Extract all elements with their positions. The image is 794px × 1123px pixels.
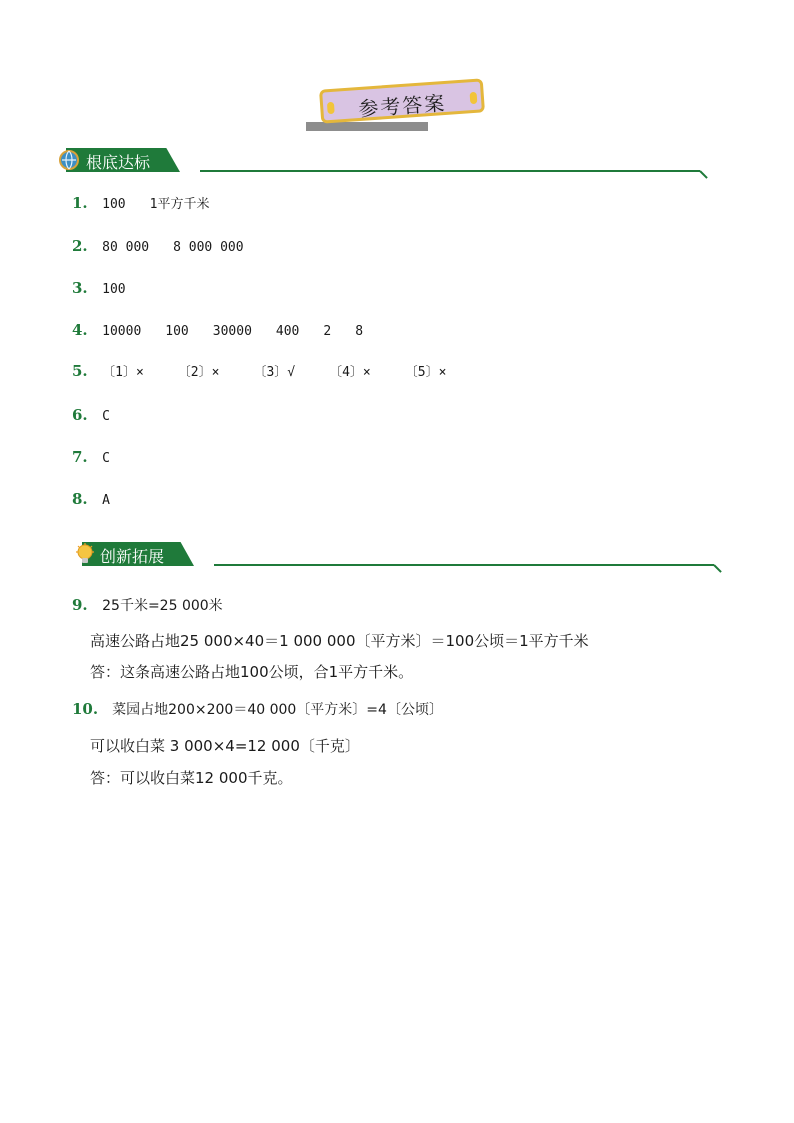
answer-row bbox=[72, 596, 223, 616]
answer-text: C bbox=[102, 409, 110, 424]
answer-row bbox=[72, 700, 443, 720]
question-number: 3. bbox=[72, 279, 88, 297]
answer-row bbox=[72, 194, 209, 214]
answer-row bbox=[72, 448, 110, 468]
answer-text: C bbox=[102, 451, 110, 466]
answer-row bbox=[72, 237, 244, 257]
title-banner bbox=[306, 80, 490, 136]
section-label: 创新拓展 bbox=[100, 547, 165, 566]
section-divider bbox=[214, 564, 714, 566]
solution-answer: 答：这条高速公路占地100公顷，合1平方千米。 bbox=[90, 663, 414, 681]
answer-row bbox=[72, 490, 110, 510]
answer-text: 〔1〕× 〔2〕× 〔3〕√ 〔4〕× 〔5〕× bbox=[102, 365, 447, 380]
answer-text: A bbox=[102, 493, 110, 508]
section-header-extension bbox=[82, 542, 202, 568]
lightbulb-icon bbox=[74, 543, 96, 565]
section-label: 根底达标 bbox=[86, 153, 151, 172]
globe-icon bbox=[58, 149, 80, 171]
answer-text: 10000 100 30000 400 2 8 bbox=[102, 324, 364, 339]
answer-row bbox=[72, 321, 363, 341]
question-number: 4. bbox=[72, 321, 88, 339]
answer-row bbox=[72, 406, 110, 426]
solution-answer: 答：可以收白菜12 000千克。 bbox=[90, 769, 293, 787]
answer-row bbox=[72, 279, 126, 299]
question-number: 7. bbox=[72, 448, 88, 466]
answer-text: 100 bbox=[102, 282, 126, 297]
question-number: 8. bbox=[72, 490, 88, 508]
section-divider-end bbox=[713, 564, 721, 572]
answer-text: 80 000 8 000 000 bbox=[102, 240, 244, 255]
page-title: 参考答案 bbox=[357, 90, 448, 122]
answer-row bbox=[72, 362, 446, 382]
section-header-basic bbox=[66, 148, 186, 174]
question-number: 9. bbox=[72, 596, 88, 614]
question-number: 10. bbox=[72, 700, 99, 718]
answer-text: 100 1平方千米 bbox=[102, 197, 210, 212]
question-number: 2. bbox=[72, 237, 88, 255]
section-divider bbox=[200, 170, 700, 172]
answer-text: 菜园占地200×200＝40 000〔平方米〕=4〔公顷〕 bbox=[112, 702, 443, 718]
section-divider-end bbox=[699, 170, 707, 178]
title-tag bbox=[319, 78, 485, 123]
question-number: 5. bbox=[72, 362, 88, 380]
solution-line: 高速公路占地25 000×40＝1 000 000〔平方米〕＝100公顷＝1平方千米 bbox=[90, 632, 589, 650]
solution-line: 可以收白菜 3 000×4=12 000〔千克〕 bbox=[90, 737, 360, 755]
question-number: 6. bbox=[72, 406, 88, 424]
question-number: 1. bbox=[72, 194, 88, 212]
answer-text: 25千米=25 000米 bbox=[102, 598, 223, 614]
